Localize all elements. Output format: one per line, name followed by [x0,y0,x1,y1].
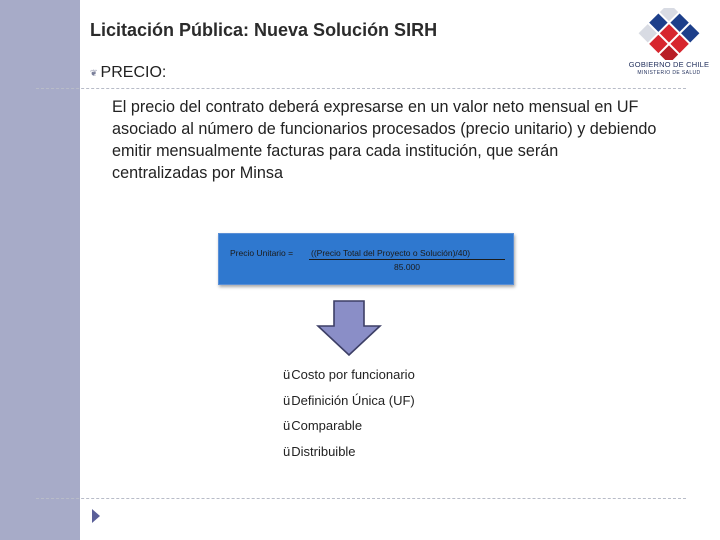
checklist-label: Definición Única (UF) [291,392,415,408]
check-icon: ü [283,418,291,434]
government-logo [626,8,712,84]
section-heading: PRECIO: [100,64,167,81]
section-bullet-row [90,64,166,82]
checklist-label: Costo por funcionario [291,367,415,383]
ribbon-bullet-icon: ❦ [90,67,97,78]
left-decorative-band [0,0,80,540]
footer-divider [36,498,686,499]
formula-numerator: ((Precio Total del Proyecto o Solución)/40) [311,248,471,258]
fraction-bar [309,259,505,260]
body-paragraph: El precio del contrato deberá expresarse en un valor neto mensual en UF asociado al número de funcionarios procesados (precio unitario) y debiendo emitir mensualmente facturas para cada institución, que serán centralizadas por Minsa [112,98,657,182]
formula-box [218,233,514,285]
formula-lhs: Precio Unitario = [230,248,294,258]
logo-title: GOBIERNO DE CHILE [628,60,710,69]
down-arrow-icon [316,300,382,356]
checklist-item [283,439,415,465]
check-icon: ü [283,443,291,459]
checklist-item [283,362,415,388]
check-icon: ü [283,367,291,383]
checklist-label: Distribuible [291,443,356,459]
checklist-item [283,413,415,439]
benefits-checklist [283,362,415,464]
formula-denominator: 85.000 [394,262,420,272]
slide-title: Licitación Pública: Nueva Solución SIRH [90,20,438,40]
logo-subtitle: MINISTERIO DE SALUD [637,70,701,76]
check-icon: ü [283,392,291,408]
checklist-item [283,388,415,414]
checklist-label: Comparable [291,418,363,434]
logo-mark-icon [626,8,712,60]
next-slide-icon[interactable] [91,508,101,524]
header-divider [36,88,686,89]
